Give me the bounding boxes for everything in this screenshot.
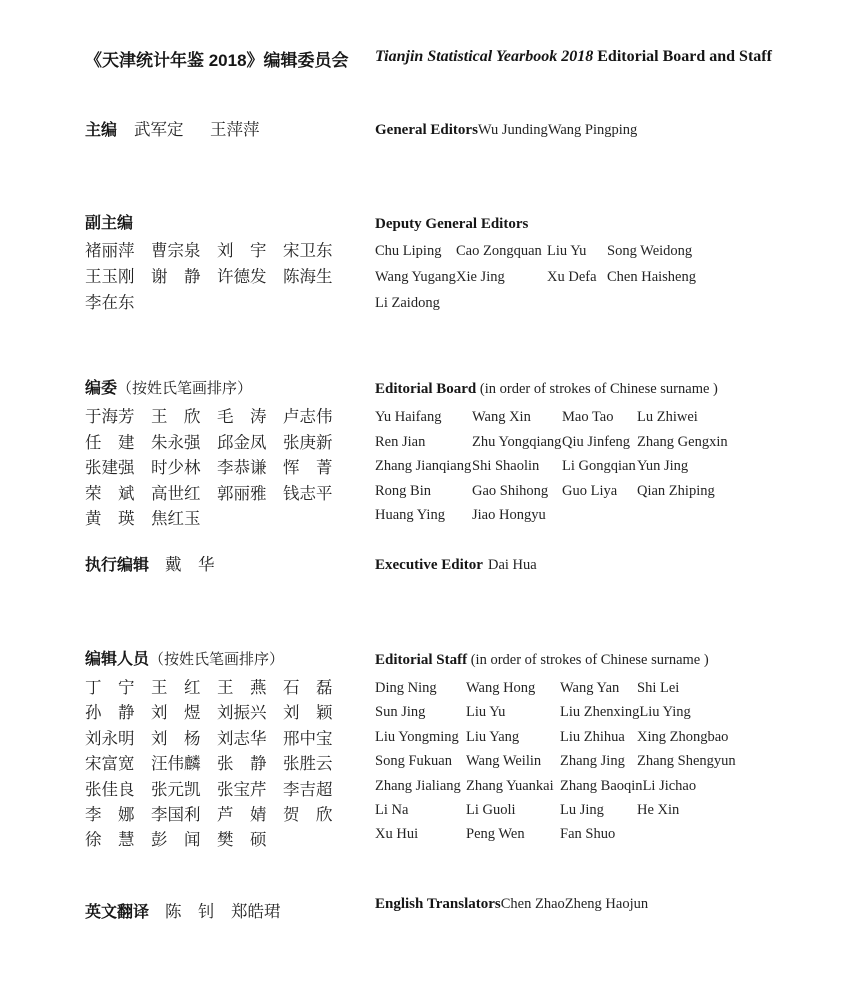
name-row xyxy=(375,405,830,430)
person-name: Zheng Haojun xyxy=(564,896,649,912)
person-name: 钱志平 xyxy=(283,483,333,503)
person-name: 李国利 xyxy=(151,805,201,825)
person-name: 丁 宁 xyxy=(85,678,135,697)
person-name: Zhang Jing xyxy=(560,753,625,770)
person-name: Li Gongqian xyxy=(562,458,636,474)
general-editors-label-en: General Editors xyxy=(375,122,478,138)
page-title-en xyxy=(375,48,772,66)
executive-editor-label-zh: 执行编辑 xyxy=(85,557,150,574)
translators-line-zh xyxy=(85,899,385,926)
name-row xyxy=(85,507,385,533)
person-name: 张 静 xyxy=(217,754,267,774)
person-name: 王 欣 xyxy=(151,407,201,426)
person-name: Huang Ying xyxy=(375,507,445,523)
person-name: 时少林 xyxy=(151,458,201,477)
person-name: Liu Zhihua xyxy=(560,728,625,745)
person-name: Peng Wen xyxy=(466,826,525,843)
person-name: 张建强 xyxy=(85,458,135,477)
name-row xyxy=(85,290,385,316)
name-row xyxy=(375,749,830,773)
person-name: 刘 颖 xyxy=(283,703,333,723)
person-name: 谢 静 xyxy=(151,267,201,286)
person-name: 张胜云 xyxy=(283,754,333,774)
translators-label-en: English Translators xyxy=(375,896,501,912)
person-name: Xu Defa xyxy=(547,269,597,285)
name-row xyxy=(375,290,830,316)
person-name: Wang Yan xyxy=(560,680,620,696)
name-row xyxy=(85,456,385,482)
person-name: Chen Haisheng xyxy=(607,269,696,285)
person-name: Zhu Yongqiang xyxy=(472,433,562,450)
person-name: 张元凯 xyxy=(151,779,201,799)
staff-names-en xyxy=(375,676,830,847)
person-name: Fan Shuo xyxy=(560,826,616,843)
person-name: Gao Shihong xyxy=(472,482,549,499)
person-name: Liu Ying xyxy=(639,704,691,721)
staff-label-note-en: (in order of strokes of Chinese surname ) xyxy=(467,652,709,668)
person-name: Wang Xin xyxy=(472,409,531,425)
board-label-note-zh: （按姓氏笔画排序） xyxy=(117,381,253,397)
page-title-en-italic: Tianjin Statistical Yearbook 2018 xyxy=(375,48,594,65)
person-name: He Xin xyxy=(637,802,680,819)
person-name: Wang Weilin xyxy=(466,753,542,770)
person-name: 宋卫东 xyxy=(283,241,333,260)
staff-label-en: Editorial Staff xyxy=(375,652,468,668)
person-name: 汪伟麟 xyxy=(151,754,201,774)
person-name: 武军定 xyxy=(134,120,184,139)
person-name: Lu Jing xyxy=(560,802,604,819)
person-name: Xie Jing xyxy=(456,269,505,285)
person-name: Yun Jing xyxy=(637,458,689,474)
name-row xyxy=(85,264,385,290)
name-row xyxy=(375,430,830,455)
person-name: Zhang Yuankai xyxy=(466,777,554,794)
person-name: Wang Yugang xyxy=(375,269,456,285)
person-name: 王玉刚 xyxy=(85,267,135,286)
page-title-en-rest: Editorial Board and Staff xyxy=(593,48,772,65)
name-row xyxy=(85,828,385,853)
person-name: 刘振兴 xyxy=(217,703,267,723)
name-row xyxy=(85,701,385,726)
person-name: Chu Liping xyxy=(375,243,442,259)
person-name: Zhang Jialiang xyxy=(375,777,461,794)
person-name: Li Zaidong xyxy=(375,295,440,311)
person-name: 刘志华 xyxy=(217,728,267,748)
general-editors-names-zh xyxy=(134,122,286,139)
name-row xyxy=(375,774,830,798)
person-name: 孙 静 xyxy=(85,703,135,723)
person-name: Liu Zhenxing xyxy=(560,704,640,721)
person-name: 曹宗泉 xyxy=(151,241,201,260)
board-label-en: Editorial Board xyxy=(375,381,477,397)
name-row xyxy=(375,676,830,700)
person-name: 任 建 xyxy=(85,432,135,452)
name-row xyxy=(375,822,830,846)
person-name: Yu Haifang xyxy=(375,409,442,425)
person-name: Li Na xyxy=(375,802,409,819)
person-name: Ding Ning xyxy=(375,680,437,696)
person-name: 刘 煜 xyxy=(151,703,201,723)
translators-label-zh: 英文翻译 xyxy=(85,904,150,921)
deputy-label-en: Deputy General Editors xyxy=(375,216,529,232)
person-name: Liu Yongming xyxy=(375,728,459,745)
person-name: 刘 杨 xyxy=(151,728,201,748)
person-name: 许德发 xyxy=(217,267,267,286)
person-name: 李 娜 xyxy=(85,805,135,825)
person-name: Zhang Jianqiang xyxy=(375,458,472,474)
person-name: Rong Bin xyxy=(375,482,431,499)
general-editors-line-en xyxy=(375,117,830,143)
translators-names-zh xyxy=(165,904,297,921)
person-name: Wu Junding xyxy=(477,122,548,138)
person-name: 刘永明 xyxy=(85,728,135,748)
person-name: 邱金凤 xyxy=(217,432,267,452)
person-name: 褚丽萍 xyxy=(85,241,135,260)
person-name: Liu Yu xyxy=(547,243,587,259)
person-name: 张庚新 xyxy=(283,432,333,452)
person-name: 黄 瑛 xyxy=(85,509,135,528)
name-row xyxy=(85,676,385,701)
translators-line-en xyxy=(375,891,830,917)
name-row xyxy=(85,405,385,431)
person-name: Chen Zhao xyxy=(500,896,565,912)
person-name: 王 红 xyxy=(151,678,201,697)
person-name: Sun Jing xyxy=(375,704,426,721)
person-name: 张宝芹 xyxy=(217,779,267,799)
name-row xyxy=(85,238,385,264)
person-name: 王 燕 xyxy=(217,678,267,697)
person-name: Dai Hua xyxy=(488,557,537,573)
name-row xyxy=(375,503,830,528)
name-row xyxy=(375,238,830,264)
person-name: Cao Zongquan xyxy=(456,243,542,259)
executive-editor-names-zh xyxy=(165,557,241,574)
person-name: Li Guoli xyxy=(466,802,516,819)
name-row xyxy=(375,725,830,749)
general-editors-line-zh xyxy=(85,117,385,144)
person-name: Wang Hong xyxy=(466,680,536,696)
person-name: Zhang Baoqin xyxy=(560,777,643,794)
person-name: Mao Tao xyxy=(562,409,614,425)
general-editors-names-en xyxy=(478,117,637,143)
person-name: 戴 华 xyxy=(165,555,215,574)
person-name: 徐 慧 xyxy=(85,830,135,850)
person-name: 焦红玉 xyxy=(151,509,201,528)
board-names-zh xyxy=(85,405,385,533)
person-name: 贺 欣 xyxy=(283,805,333,825)
person-name: 王萍萍 xyxy=(210,120,260,139)
page-title-zh: 《天津统计年鉴 2018》编辑委员会 xyxy=(85,51,349,70)
person-name: Shi Lei xyxy=(637,680,680,696)
name-row xyxy=(85,727,385,752)
executive-editor-line-zh xyxy=(85,552,385,579)
name-row xyxy=(85,431,385,457)
person-name: Shi Shaolin xyxy=(472,458,540,474)
person-name: Xu Hui xyxy=(375,826,419,843)
board-label-note-en: (in order of strokes of Chinese surname ) xyxy=(476,381,718,397)
general-editors-label-zh: 主编 xyxy=(85,122,118,139)
name-row xyxy=(85,778,385,803)
person-name: 高世红 xyxy=(151,483,201,503)
board-label-zh: 编委 xyxy=(85,380,118,397)
person-name: 毛 涛 xyxy=(217,407,267,426)
person-name: Guo Liya xyxy=(562,482,618,499)
person-name: Li Jichao xyxy=(642,777,697,794)
person-name: Liu Yang xyxy=(466,728,520,745)
person-name: Song Fukuan xyxy=(375,753,452,770)
person-name: 陈海生 xyxy=(283,267,333,286)
person-name: 荣 斌 xyxy=(85,483,135,503)
deputy-label-zh: 副主编 xyxy=(85,215,134,232)
translators-names-en xyxy=(501,891,648,917)
name-row xyxy=(375,798,830,822)
person-name: 李恭谦 xyxy=(217,458,267,477)
person-name: 张佳良 xyxy=(85,779,135,799)
person-name: Liu Yu xyxy=(466,704,506,721)
person-name: 郭丽雅 xyxy=(217,483,267,503)
name-row xyxy=(375,264,830,290)
person-name: Ren Jian xyxy=(375,433,426,450)
person-name: 彭 闻 xyxy=(151,830,201,850)
deputy-names-en xyxy=(375,238,830,316)
person-name: 石 磊 xyxy=(283,678,333,697)
person-name: Lu Zhiwei xyxy=(637,409,698,425)
staff-names-zh xyxy=(85,676,385,854)
person-name: 恽 菁 xyxy=(283,458,333,477)
person-name: Zhang Shengyun xyxy=(637,753,736,770)
executive-editor-line-en xyxy=(375,552,830,578)
person-name: 朱永强 xyxy=(151,432,201,452)
person-name: 于海芳 xyxy=(85,407,135,426)
person-name: 刘 宇 xyxy=(217,241,267,260)
person-name: 郑皓珺 xyxy=(231,902,281,921)
name-row xyxy=(85,803,385,828)
executive-editor-label-en: Executive Editor xyxy=(375,557,483,573)
person-name: Jiao Hongyu xyxy=(472,507,546,523)
person-name: 宋富宽 xyxy=(85,754,135,774)
name-row xyxy=(375,479,830,504)
person-name: Xing Zhongbao xyxy=(637,728,729,745)
name-row xyxy=(85,752,385,777)
person-name: 芦 婧 xyxy=(217,805,267,825)
person-name: 樊 硕 xyxy=(217,830,267,850)
staff-label-note-zh: （按姓氏笔画排序） xyxy=(149,652,285,668)
person-name: 陈 钊 xyxy=(165,902,215,921)
person-name: Wang Pingping xyxy=(547,122,638,138)
executive-editor-names-en xyxy=(488,552,537,578)
person-name: 李在东 xyxy=(85,293,135,312)
name-row xyxy=(375,700,830,724)
name-row xyxy=(85,482,385,508)
deputy-names-zh xyxy=(85,238,385,316)
person-name: Qiu Jinfeng xyxy=(562,433,631,450)
person-name: 邢中宝 xyxy=(283,728,333,748)
staff-label-zh: 编辑人员 xyxy=(85,651,150,668)
person-name: 卢志伟 xyxy=(283,407,333,426)
board-names-en xyxy=(375,405,830,528)
person-name: 李吉超 xyxy=(283,779,333,799)
person-name: Qian Zhiping xyxy=(637,482,715,499)
name-row xyxy=(375,454,830,479)
person-name: Zhang Gengxin xyxy=(637,433,728,450)
person-name: Song Weidong xyxy=(607,243,693,259)
